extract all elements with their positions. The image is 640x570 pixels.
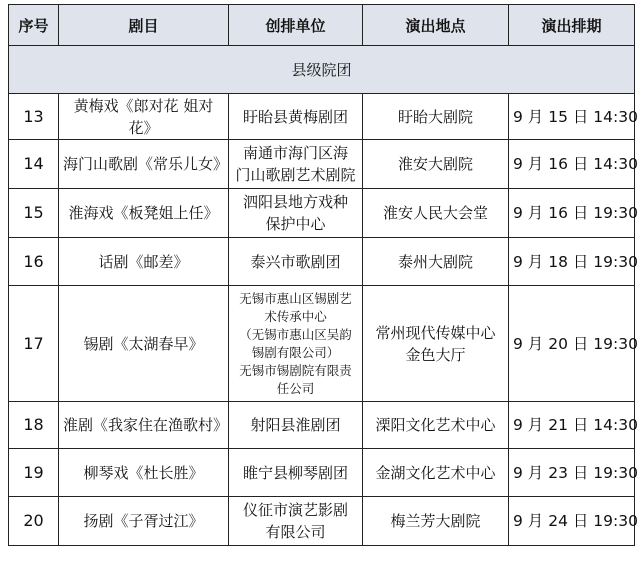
table-row — [9, 497, 635, 546]
table-row — [9, 402, 635, 449]
cell-date: 9 月 15 日 14:30 — [509, 94, 635, 140]
unit-line: 有限公司 — [265, 523, 326, 541]
cell-title: 淮剧《我家住在渔歌村》 — [59, 402, 229, 449]
cell-no: 13 — [9, 94, 59, 140]
cell-date: 9 月 18 日 19:30 — [509, 238, 635, 286]
cell-unit — [229, 94, 363, 140]
cell-no: 15 — [9, 189, 59, 238]
header-title: 剧目 — [59, 5, 229, 46]
header-date: 演出排期 — [509, 5, 635, 46]
unit-line: 泗阳县地方戏种 — [242, 193, 348, 211]
venue-line: 金湖文化艺术中心 — [375, 463, 496, 482]
cell-unit — [229, 497, 363, 546]
venue-line: 盱眙大剧院 — [397, 107, 473, 126]
table-row — [9, 238, 635, 286]
cell-venue — [363, 497, 509, 546]
unit-line: 无锡市惠山区锡剧艺 — [239, 290, 352, 306]
unit-line: 锡剧有限公司） — [251, 344, 340, 360]
venue-line: 泰州大剧院 — [397, 252, 473, 271]
table-row — [9, 94, 635, 140]
unit-line: 术传承中心 — [264, 308, 327, 324]
cell-date: 9 月 21 日 14:30 — [509, 402, 635, 449]
venue-line: 梅兰芳大剧院 — [390, 512, 481, 530]
unit-line: 保护中心 — [265, 215, 326, 233]
unit-line: 门山歌剧艺术剧院 — [235, 166, 356, 184]
cell-venue — [363, 238, 509, 286]
cell-date: 9 月 20 日 19:30 — [509, 286, 635, 402]
cell-date: 9 月 16 日 14:30 — [509, 140, 635, 189]
cell-no: 20 — [9, 497, 59, 546]
cell-title: 锡剧《太湖春早》 — [59, 286, 229, 402]
cell-title: 黄梅戏《郎对花 姐对花》 — [59, 94, 229, 140]
cell-title: 淮海戏《板凳姐上任》 — [59, 189, 229, 238]
cell-date: 9 月 24 日 19:30 — [509, 497, 635, 546]
schedule-table — [8, 4, 638, 546]
cell-unit — [229, 189, 363, 238]
unit-line: 任公司 — [276, 380, 315, 396]
cell-venue — [363, 189, 509, 238]
table-row — [9, 140, 635, 189]
table-row — [9, 189, 635, 238]
unit-line: （无锡市惠山区吴韵 — [239, 326, 352, 342]
unit-line: 南通市海门区海 — [242, 144, 348, 162]
table-row — [9, 449, 635, 497]
cell-date: 9 月 16 日 19:30 — [509, 189, 635, 238]
venue-line: 金色大厅 — [405, 345, 466, 364]
table-row — [9, 286, 635, 402]
cell-unit — [229, 286, 363, 402]
unit-line: 盱眙县黄梅剧团 — [242, 107, 348, 126]
unit-line: 射阳县淮剧团 — [250, 416, 341, 434]
section-row — [9, 46, 635, 94]
venue-line: 溧阳文化艺术中心 — [375, 416, 496, 434]
cell-venue — [363, 140, 509, 189]
header-unit: 创排单位 — [229, 5, 363, 46]
cell-title: 柳琴戏《杜长胜》 — [59, 449, 229, 497]
cell-title: 扬剧《子胥过江》 — [59, 497, 229, 546]
unit-line: 无锡市锡剧院有限责 — [239, 362, 352, 378]
cell-unit — [229, 449, 363, 497]
header-no: 序号 — [9, 5, 59, 46]
cell-venue — [363, 449, 509, 497]
cell-unit — [229, 238, 363, 286]
cell-no: 16 — [9, 238, 59, 286]
cell-venue — [363, 286, 509, 402]
section-title: 县级院团 — [9, 46, 635, 94]
cell-no: 19 — [9, 449, 59, 497]
unit-line: 睢宁县柳琴剧团 — [242, 463, 348, 482]
cell-title: 话剧《邮差》 — [59, 238, 229, 286]
cell-unit — [229, 140, 363, 189]
cell-title: 海门山歌剧《常乐儿女》 — [59, 140, 229, 189]
header-row — [9, 5, 635, 46]
cell-date: 9 月 23 日 19:30 — [509, 449, 635, 497]
header-venue: 演出地点 — [363, 5, 509, 46]
cell-no: 14 — [9, 140, 59, 189]
cell-unit — [229, 402, 363, 449]
venue-line: 淮安大剧院 — [397, 155, 473, 173]
cell-venue — [363, 402, 509, 449]
cell-no: 17 — [9, 286, 59, 402]
unit-line: 仪征市演艺影剧 — [242, 501, 348, 519]
venue-line: 常州现代传媒中心 — [375, 323, 496, 342]
venue-line: 淮安人民大会堂 — [382, 204, 488, 222]
cell-venue — [363, 94, 509, 140]
cell-no: 18 — [9, 402, 59, 449]
unit-line: 泰兴市歌剧团 — [250, 252, 341, 271]
